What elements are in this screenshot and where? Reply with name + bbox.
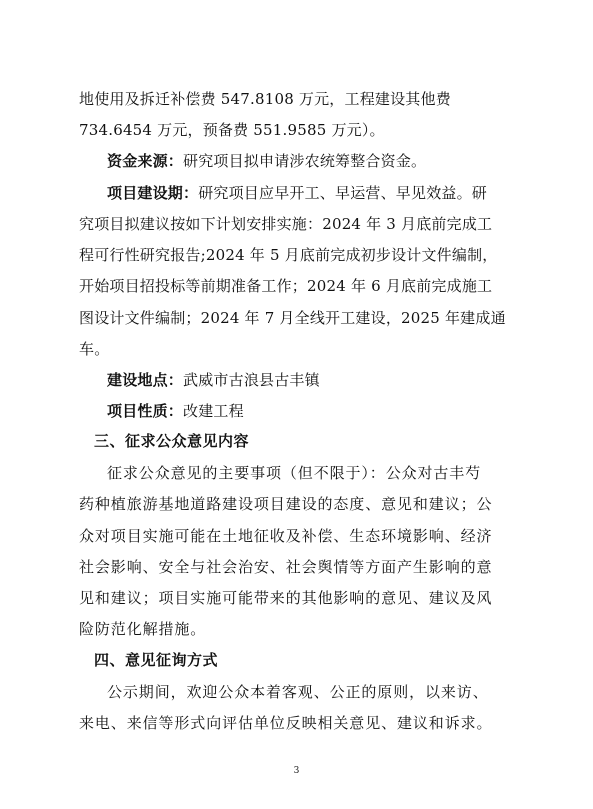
- location-label: 建设地点：: [107, 371, 184, 389]
- nature-line: [107, 401, 519, 421]
- text-line-plan-5: 车。: [79, 340, 110, 358]
- text-line-cost-2: 734.6454 万元，预备费 551.9585 万元）。: [79, 121, 385, 139]
- page-number: 3: [293, 766, 300, 776]
- section3-line-5: 见和建议；项目实施可能带来的其他影响的意见、建议及风: [79, 589, 493, 607]
- section3-line-4: 社会影响、安全与社会治安、社会舆情等方面产生影响的意: [79, 558, 493, 576]
- text-line-plan-3: 开始项目招投标等前期准备工作；2024 年 6 月底前完成施工: [79, 277, 493, 295]
- section3-line-1: 征求公众意见的主要事项（但不限于）：公众对古丰芍: [107, 464, 482, 482]
- section3-line-2: 药种植旅游基地道路建设项目建设的态度、意见和建议；公: [79, 495, 493, 513]
- period-label: 项目建设期：: [107, 184, 199, 202]
- construction-period-line: [107, 183, 519, 203]
- section4-line-2: 来电、来信等形式向评估单位反映相关意见、建议和诉求。: [79, 714, 493, 732]
- nature-label: 项目性质：: [107, 402, 184, 420]
- section-heading-3: 三、征求公众意见内容: [94, 432, 250, 450]
- section4-line-1: 公示期间，欢迎公众本着客观、公正的原则，以来访、: [107, 683, 489, 701]
- text-line-plan-2: 程可行性研究报告;2024 年 5 月底前完成初步设计文件编制，: [79, 246, 498, 264]
- nature-text: 改建工程: [183, 402, 244, 420]
- period-text: 研究项目应早开工、早运营、早见效益。研: [198, 184, 488, 202]
- section-heading-4: 四、意见征询方式: [94, 651, 219, 669]
- location-line: [107, 370, 519, 390]
- location-text: 武威市古浪县古丰镇: [183, 371, 320, 389]
- funding-label: 资金来源：: [107, 152, 184, 170]
- funding-source-line: [107, 151, 519, 171]
- section3-line-3: 众对项目实施可能在土地征收及补偿、生态环境影响、经济: [79, 527, 493, 545]
- text-line-plan-1: 究项目拟建议按如下计划安排实施：2024 年 3 月底前完成工: [79, 215, 493, 233]
- text-line-cost-1: 地使用及拆迁补偿费 547.8108 万元，工程建设其他费: [79, 90, 451, 108]
- section3-line-6: 险防范化解措施。: [79, 620, 207, 638]
- funding-text: 研究项目拟申请涉农统筹整合资金。: [183, 152, 427, 170]
- text-line-plan-4: 图设计文件编制；2024 年 7 月全线开工建设，2025 年建成通: [79, 309, 506, 327]
